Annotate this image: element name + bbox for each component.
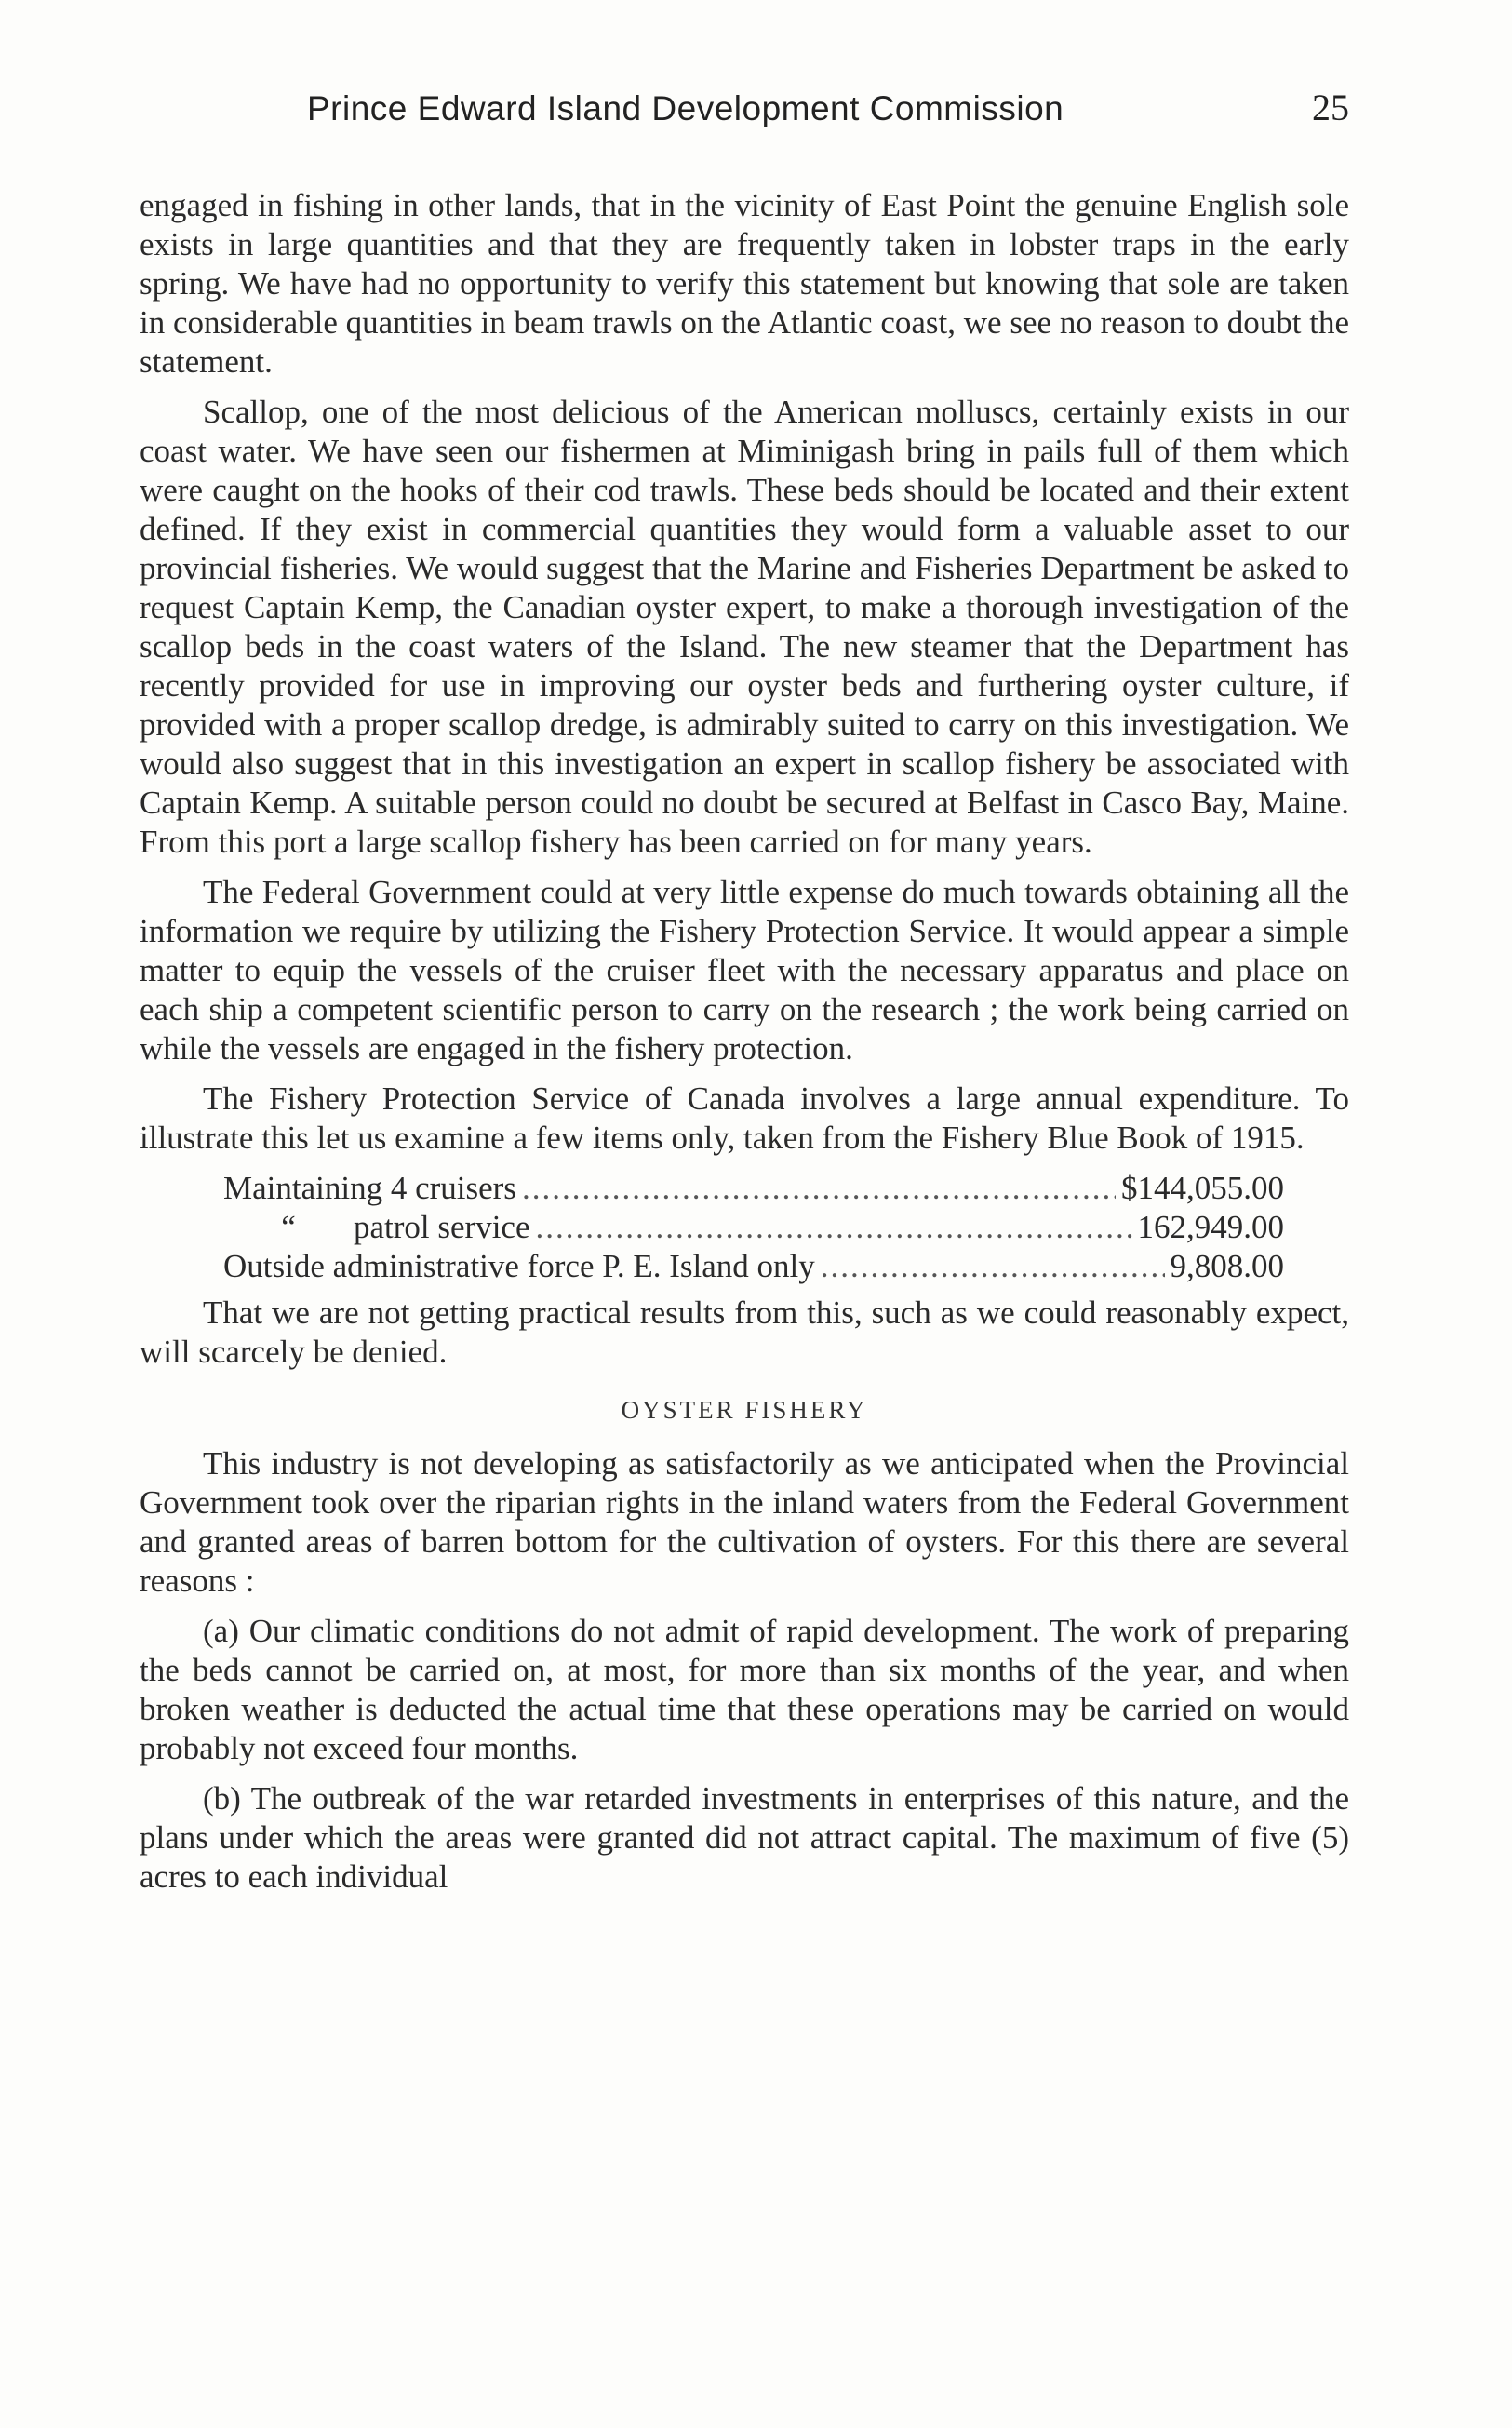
ledger-row-outside-force: [223, 1247, 1284, 1286]
list-item-b: (b) The outbreak of the war retarded investments in enterprises of this nature, and the plans under which the areas were granted did not attract capital. The maximum of five (5) acres to each individual: [140, 1780, 1349, 1895]
ditto-mark: “: [281, 1209, 296, 1245]
header-title: Prince Edward Island Development Commission: [307, 89, 1064, 127]
expenditure-ledger: [140, 1169, 1284, 1286]
leader-dots: [536, 1208, 1132, 1247]
paragraph-continued: engaged in fishing in other lands, that in the vicinity of East Point the genuine English sole exists in large quantities and that they are frequently taken in lobster traps in the early spring. We have had no opportunity to verify this statement but knowing that sole are taken in considerable quantities in beam trawls on the Atlantic coast, we see no reason to doubt the statement.: [140, 187, 1349, 380]
leader-dots: [821, 1247, 1165, 1286]
list-item-a: (a) Our climatic conditions do not admit of rapid development. The work of preparing the beds cannot be carried on, at most, for more than six months of the year, and when broken weather is deducted the actual time that these operations may be carried on would probably not exceed four months.: [140, 1613, 1349, 1766]
paragraph-practical-results: That we are not getting practical results from this, such as we could reasonably expect, will scarcely be denied.: [140, 1294, 1349, 1370]
paragraph-fishery-protection: The Fishery Protection Service of Canada involves a large annual expenditure. To illustrate this let us examine a few items only, taken from the Fishery Blue Book of 1915.: [140, 1080, 1349, 1156]
ledger-value: 9,808.00: [1170, 1248, 1284, 1284]
section-heading: OYSTER FISHERY: [621, 1396, 868, 1424]
running-header: [140, 86, 1358, 141]
page-number: 25: [1312, 87, 1349, 128]
paragraph-federal-government: The Federal Government could at very little expense do much towards obtaining all the information we require by utilizing the Fishery Protection Service. It would appear a simple matter to equip the vessels of the cruiser fleet with the necessary apparatus and place on each ship a competent scientific person to carry on the research ; the work being carried on while the vessels are engaged in the fishery protection.: [140, 874, 1349, 1066]
ledger-label: Outside administrative force P. E. Island only: [223, 1248, 815, 1284]
ledger-value: $144,055.00: [1121, 1170, 1284, 1206]
ledger-value: 162,949.00: [1137, 1209, 1284, 1245]
ledger-row-patrol: [223, 1208, 1284, 1247]
leader-dots: [522, 1169, 1116, 1208]
ledger-label: Maintaining 4 cruisers: [223, 1170, 516, 1206]
ledger-label-text: patrol service: [354, 1209, 530, 1245]
ledger-row-cruisers: [223, 1169, 1284, 1208]
paragraph-scallop: Scallop, one of the most delicious of the American molluscs, certainly exists in our coast water. We have seen our fishermen at Miminigash bring in pails full of them which were caught on the hooks of their cod trawls. These beds should be located and their extent defined. If they exist in commercial quantities they would form a valuable asset to our provincial fisheries. We would suggest that the Marine and Fisheries Department be asked to request Captain Kemp, the Canadian oyster expert, to make a thorough investigation of the scallop beds in the coast waters of the Island. The new steamer that the Department has recently provided for use in improving our oyster beds and furthering oyster culture, if provided with a proper scallop dredge, is admirably suited to carry on this investigation. We would also suggest that in this investigation an expert in scallop fishery be associated with Captain Kemp. A suitable person could no doubt be secured at Belfast in Casco Bay, Maine. From this port a large scallop fishery has been carried on for many years.: [140, 394, 1349, 860]
document-body: [140, 186, 1349, 1908]
paragraph-oyster-industry: This industry is not developing as satisfactorily as we anticipated when the Provincial Government took over the riparian rights in the inland waters from the Federal Government and granted areas of barren bottom for the cultivation of oysters. For this there are several reasons :: [140, 1445, 1349, 1599]
ledger-label: [223, 1208, 530, 1247]
